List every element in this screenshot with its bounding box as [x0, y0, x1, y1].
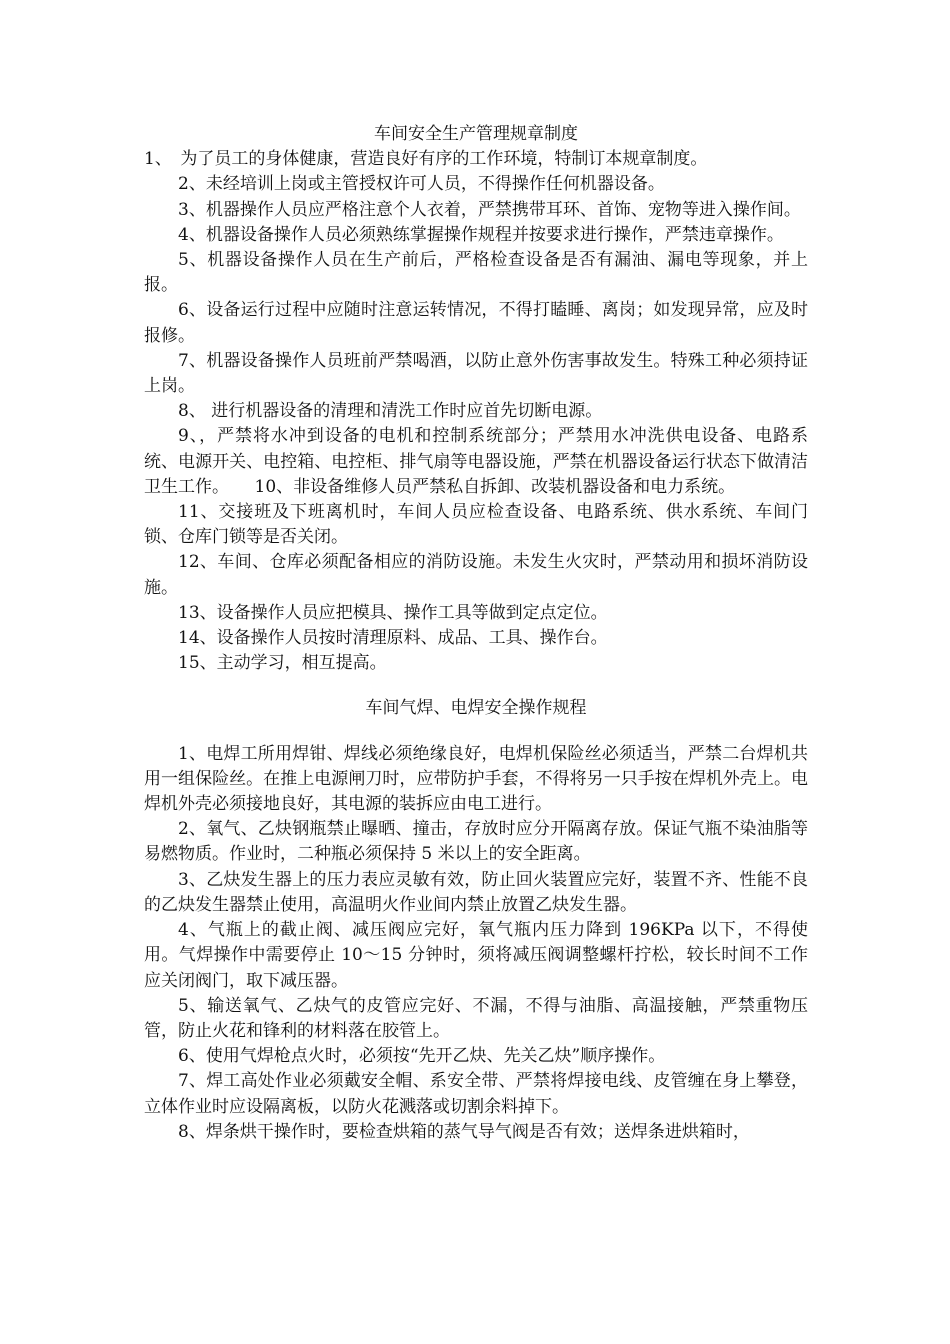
rule-item: 1、 为了员工的身体健康，营造良好有序的工作环境，特制订本规章制度。 [144, 149, 708, 170]
procedure-item: 4、气瓶上的截止阀、减压阀应完好，氧气瓶内压力降到 196KPa 以下，不得使用。气焊操作中需要停止 10～15 分钟时，须将减压阀调整螺杆拧松，较长时间不工作应关闭阀门，取下减压器。 [144, 920, 808, 991]
rule-item: 15、主动学习，相互提高。 [178, 653, 387, 674]
procedure-item: 3、乙炔发生器上的压力表应灵敏有效，防止回火装置应完好，装置不齐、性能不良的乙炔发生器禁止使用，高温明火作业间内禁止放置乙炔发生器。 [144, 869, 808, 915]
section-2-title: 车间气焊、电焊安全操作规程 [365, 698, 587, 719]
rule-item: 5、机器设备操作人员在生产前后，严格检查设备是否有漏油、漏电等现象，并上报。 [144, 250, 808, 296]
rule-item: 13、设备操作人员应把模具、操作工具等做到定点定位。 [178, 602, 608, 623]
rule-item: 2、未经培训上岗或主管授权许可人员，不得操作任何机器设备。 [178, 174, 665, 195]
procedure-item: 8、焊条烘干操作时，要检查烘箱的蒸气导气阀是否有效；送焊条进烘箱时， [178, 1121, 750, 1142]
document-page [144, 122, 808, 1145]
rule-item: 12、车间、仓库必须配备相应的消防设施。未发生火灾时，严禁动用和损坏消防设施。 [144, 552, 808, 598]
rule-item: 9、，严禁将水冲到设备的电机和控制系统部分；严禁用水冲洗供电设备、电路系统、电源开关、电控箱、电控柜、排气扇等电器设施，严禁在机器设备运行状态下做清洁卫生工作。 10、非设备维修人员严禁私自拆卸、改装机器设备和电力系统。 [144, 426, 808, 497]
rule-item: 7、机器设备操作人员班前严禁喝酒，以防止意外伤害事故发生。特殊工种必须持证上岗。 [144, 350, 808, 397]
rule-item: 8、 进行机器设备的清理和清洗工作时应首先切断电源。 [178, 401, 603, 422]
procedure-item: 6、使用气焊枪点火时，必须按“先开乙炔、先关乙炔”顺序操作。 [178, 1046, 666, 1067]
rule-item: 4、机器设备操作人员必须熟练掌握操作规程并按要求进行操作，严禁违章操作。 [178, 224, 784, 245]
section-1-title: 车间安全生产管理规章制度 [374, 124, 578, 144]
rule-item: 3、机器操作人员应严格注意个人衣着，严禁携带耳环、首饰、宠物等进入操作间。 [178, 199, 801, 220]
procedure-item: 2、氧气、乙炔钢瓶禁止曝晒、撞击，存放时应分开隔离存放。保证气瓶不染油脂等易燃物质。作业时，二种瓶必须保持 5 米以上的安全距离。 [144, 819, 808, 865]
rule-item: 14、设备操作人员按时清理原料、成品、工具、操作台。 [178, 628, 608, 649]
rule-item: 6、设备运行过程中应随时注意运转情况，不得打瞌睡、离岗；如发现异常，应及时报修。 [144, 300, 808, 346]
rule-item: 11、交接班及下班离机时，车间人员应检查设备、电路系统、供水系统、车间门锁、仓库门锁等是否关闭。 [144, 502, 808, 548]
procedure-item: 7、焊工高处作业必须戴安全帽、系安全带、严禁将焊接电线、皮管缠在身上攀登，立体作业时应设隔离板，以防火花溅落或切割余料掉下。 [144, 1071, 808, 1117]
procedure-item: 1、电焊工所用焊钳、焊线必须绝缘良好，电焊机保险丝必须适当，严禁二台焊机共用一组保险丝。在推上电源闸刀时，应带防护手套，不得将另一只手按在焊机外壳上。电焊机外壳必须接地良好，其电源的装拆应由电工进行。 [144, 743, 808, 815]
procedure-item: 5、输送氧气、乙炔气的皮管应完好、不漏，不得与油脂、高温接触，严禁重物压管，防止火花和锋利的材料落在胶管上。 [144, 995, 808, 1041]
